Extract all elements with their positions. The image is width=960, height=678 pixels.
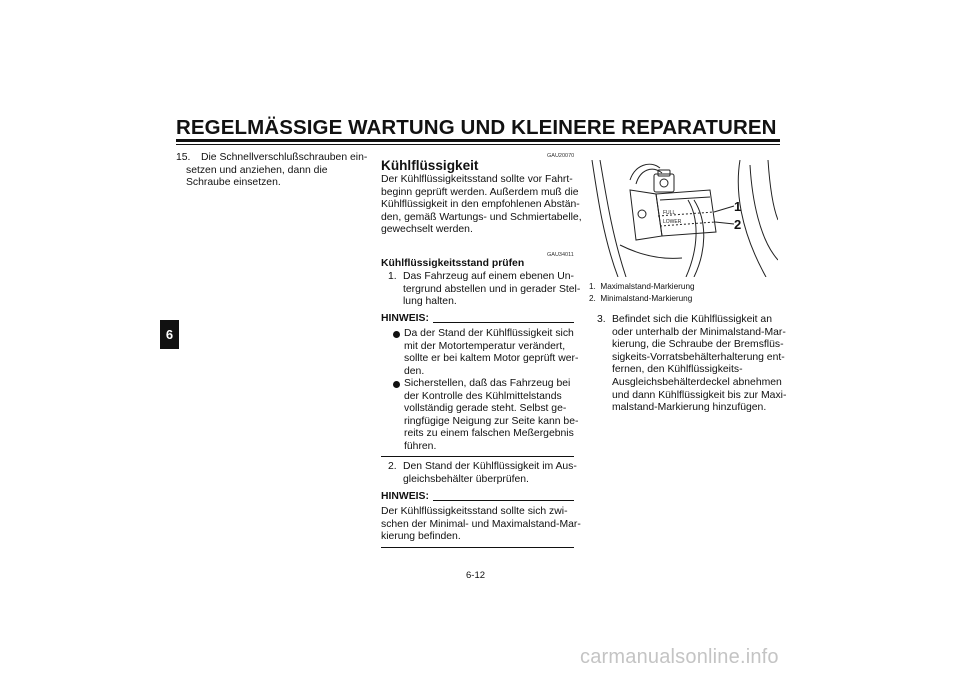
note-1-label: HINWEIS: [381, 313, 429, 324]
step-3-line-6: Ausgleichsbehälterdeckel abnehmen [612, 377, 782, 388]
note-2-text [381, 506, 581, 544]
step-2-line-2: gleichsbehälter überprüfen. [403, 473, 529, 485]
note-1-bullet-1-line-2: mit der Motortemperatur verändert, [404, 340, 566, 352]
section-title: Kühlflüssigkeit [381, 158, 479, 173]
step-3-line-3: kierung, die Schraube der Bremsflüs- [612, 339, 784, 351]
note-1-bullet-1-line-1: Da der Stand der Kühlflüssigkeit sich [404, 328, 574, 339]
callout-2: 2 [734, 217, 742, 232]
note-2-rule [433, 500, 574, 501]
subsection-title: Kühlflüssigkeitsstand prüfen [381, 258, 525, 269]
page-number: 6-12 [466, 570, 486, 581]
note-1-bullet-2-line-5: reits zu einem falschen Meßergebnis [404, 428, 574, 440]
note-1-bullet-1-line-3: sollte er bei kaltem Motor geprüft wer- [404, 353, 579, 365]
step-3-line-2: oder unterhalb der Minimalstand-Mar- [612, 326, 786, 338]
step-15-line-1: Die Schnellverschlußschrauben ein- [201, 152, 368, 163]
note-2-header [381, 491, 574, 503]
section-intro [381, 174, 581, 237]
note-1-bullet-2-line-2: der Kontrolle des Kühlmittelstands [404, 390, 562, 402]
step-2-line-1: Den Stand der Kühlflüssigkeit im Aus- [403, 461, 577, 472]
step-3-line-4: sigkeits-Vorratsbehälterhalterung ent- [612, 351, 785, 363]
intro-line-4: den, gemäß Wartungs- und Schmiertabelle, [381, 211, 582, 223]
header-rule-thin [176, 144, 780, 145]
step-15-number: 15. [176, 152, 191, 163]
intro-line-1: Der Kühlflüssigkeitsstand sollte vor Fahrt- [381, 174, 573, 185]
step-3-number: 3. [597, 314, 606, 325]
step-3-line-1: Befindet sich die Kühlflüssigkeit an [612, 314, 772, 325]
note-2-line-1: Der Kühlflüssigkeitsstand sollte sich zwi- [381, 506, 568, 517]
page-title: REGELMÄSSIGE WARTUNG UND KLEINERE REPARATUREN [176, 116, 777, 139]
note-1-rule [433, 322, 574, 323]
watermark: carmanualsonline.info [580, 646, 779, 668]
note-1-bullet-2-line-6: führen. [404, 440, 437, 452]
note-1 [381, 313, 574, 325]
note-1-bottom-rule [381, 456, 574, 457]
subsection-code: GAU34011 [547, 252, 574, 258]
note-2-line-3: kierung befinden. [381, 531, 461, 543]
figure-caption-1: 1. Maximalstand-Markierung [589, 282, 695, 291]
note-1-bullet-2-text [404, 378, 579, 454]
step-3-line-5: fernen, den Kühlflüssigkeits- [612, 364, 743, 376]
note-1-header [381, 313, 574, 325]
step-2 [388, 461, 583, 489]
header-rule-thick [176, 139, 780, 142]
figure-caption-2: 2. Minimalstand-Markierung [589, 294, 693, 303]
bullet-dot-icon [393, 331, 400, 338]
intro-line-2: beginn geprüft werden. Außerdem muß die [381, 186, 579, 198]
note-2-bottom-rule [381, 547, 574, 548]
note-1-bullet-2-line-1: Sicherstellen, daß das Fahrzeug bei [404, 378, 571, 389]
chapter-tab: 6 [160, 320, 179, 349]
note-1-bullet-2 [393, 378, 583, 456]
step-1 [388, 271, 583, 311]
step-1-line-3: lung halten. [403, 296, 457, 308]
tank-label-lower: LOWER [663, 219, 682, 225]
step-3 [597, 314, 787, 418]
step-3-line-8: malstand-Markierung hinzufügen. [612, 402, 767, 414]
intro-line-5: gewechselt werden. [381, 224, 473, 236]
note-1-bullet-1-line-4: den. [404, 365, 425, 377]
coolant-reservoir-illustration [590, 160, 778, 277]
bullet-dot-icon [393, 381, 400, 388]
step-3-line-7: und dann Kühlflüssigkeit bis zur Maxi- [612, 389, 787, 401]
intro-line-3: Kühlflüssigkeit in den empfohlenen Abstän- [381, 199, 580, 211]
step-15 [176, 152, 366, 192]
callout-1: 1 [734, 199, 742, 214]
coolant-reservoir-drawing [590, 160, 778, 277]
note-1-bullet-2-line-3: vollständig gerade steht. Selbst ge- [404, 403, 567, 415]
note-2-line-2: schen der Minimal- und Maximalstand-Mar- [381, 518, 581, 530]
step-15-line-2: setzen und anziehen, dann die [186, 164, 328, 176]
note-1-bullet-1-text [404, 328, 579, 378]
step-1-line-2: tergrund abstellen und in gerader Stel- [403, 283, 581, 295]
step-1-number: 1. [388, 271, 397, 282]
tank-label-full: FULL [663, 210, 676, 216]
note-2-label: HINWEIS: [381, 491, 429, 502]
note-1-bullet-1 [393, 328, 583, 380]
section-code: GAU20070 [547, 153, 575, 159]
step-2-number: 2. [388, 461, 397, 472]
note-1-bullet-2-line-4: ringfügige Neigung zur Seite kann be- [404, 415, 579, 427]
note-2 [381, 491, 574, 503]
step-15-line-3: Schraube einsetzen. [186, 177, 281, 189]
step-1-line-1: Das Fahrzeug auf einem ebenen Un- [403, 271, 574, 282]
